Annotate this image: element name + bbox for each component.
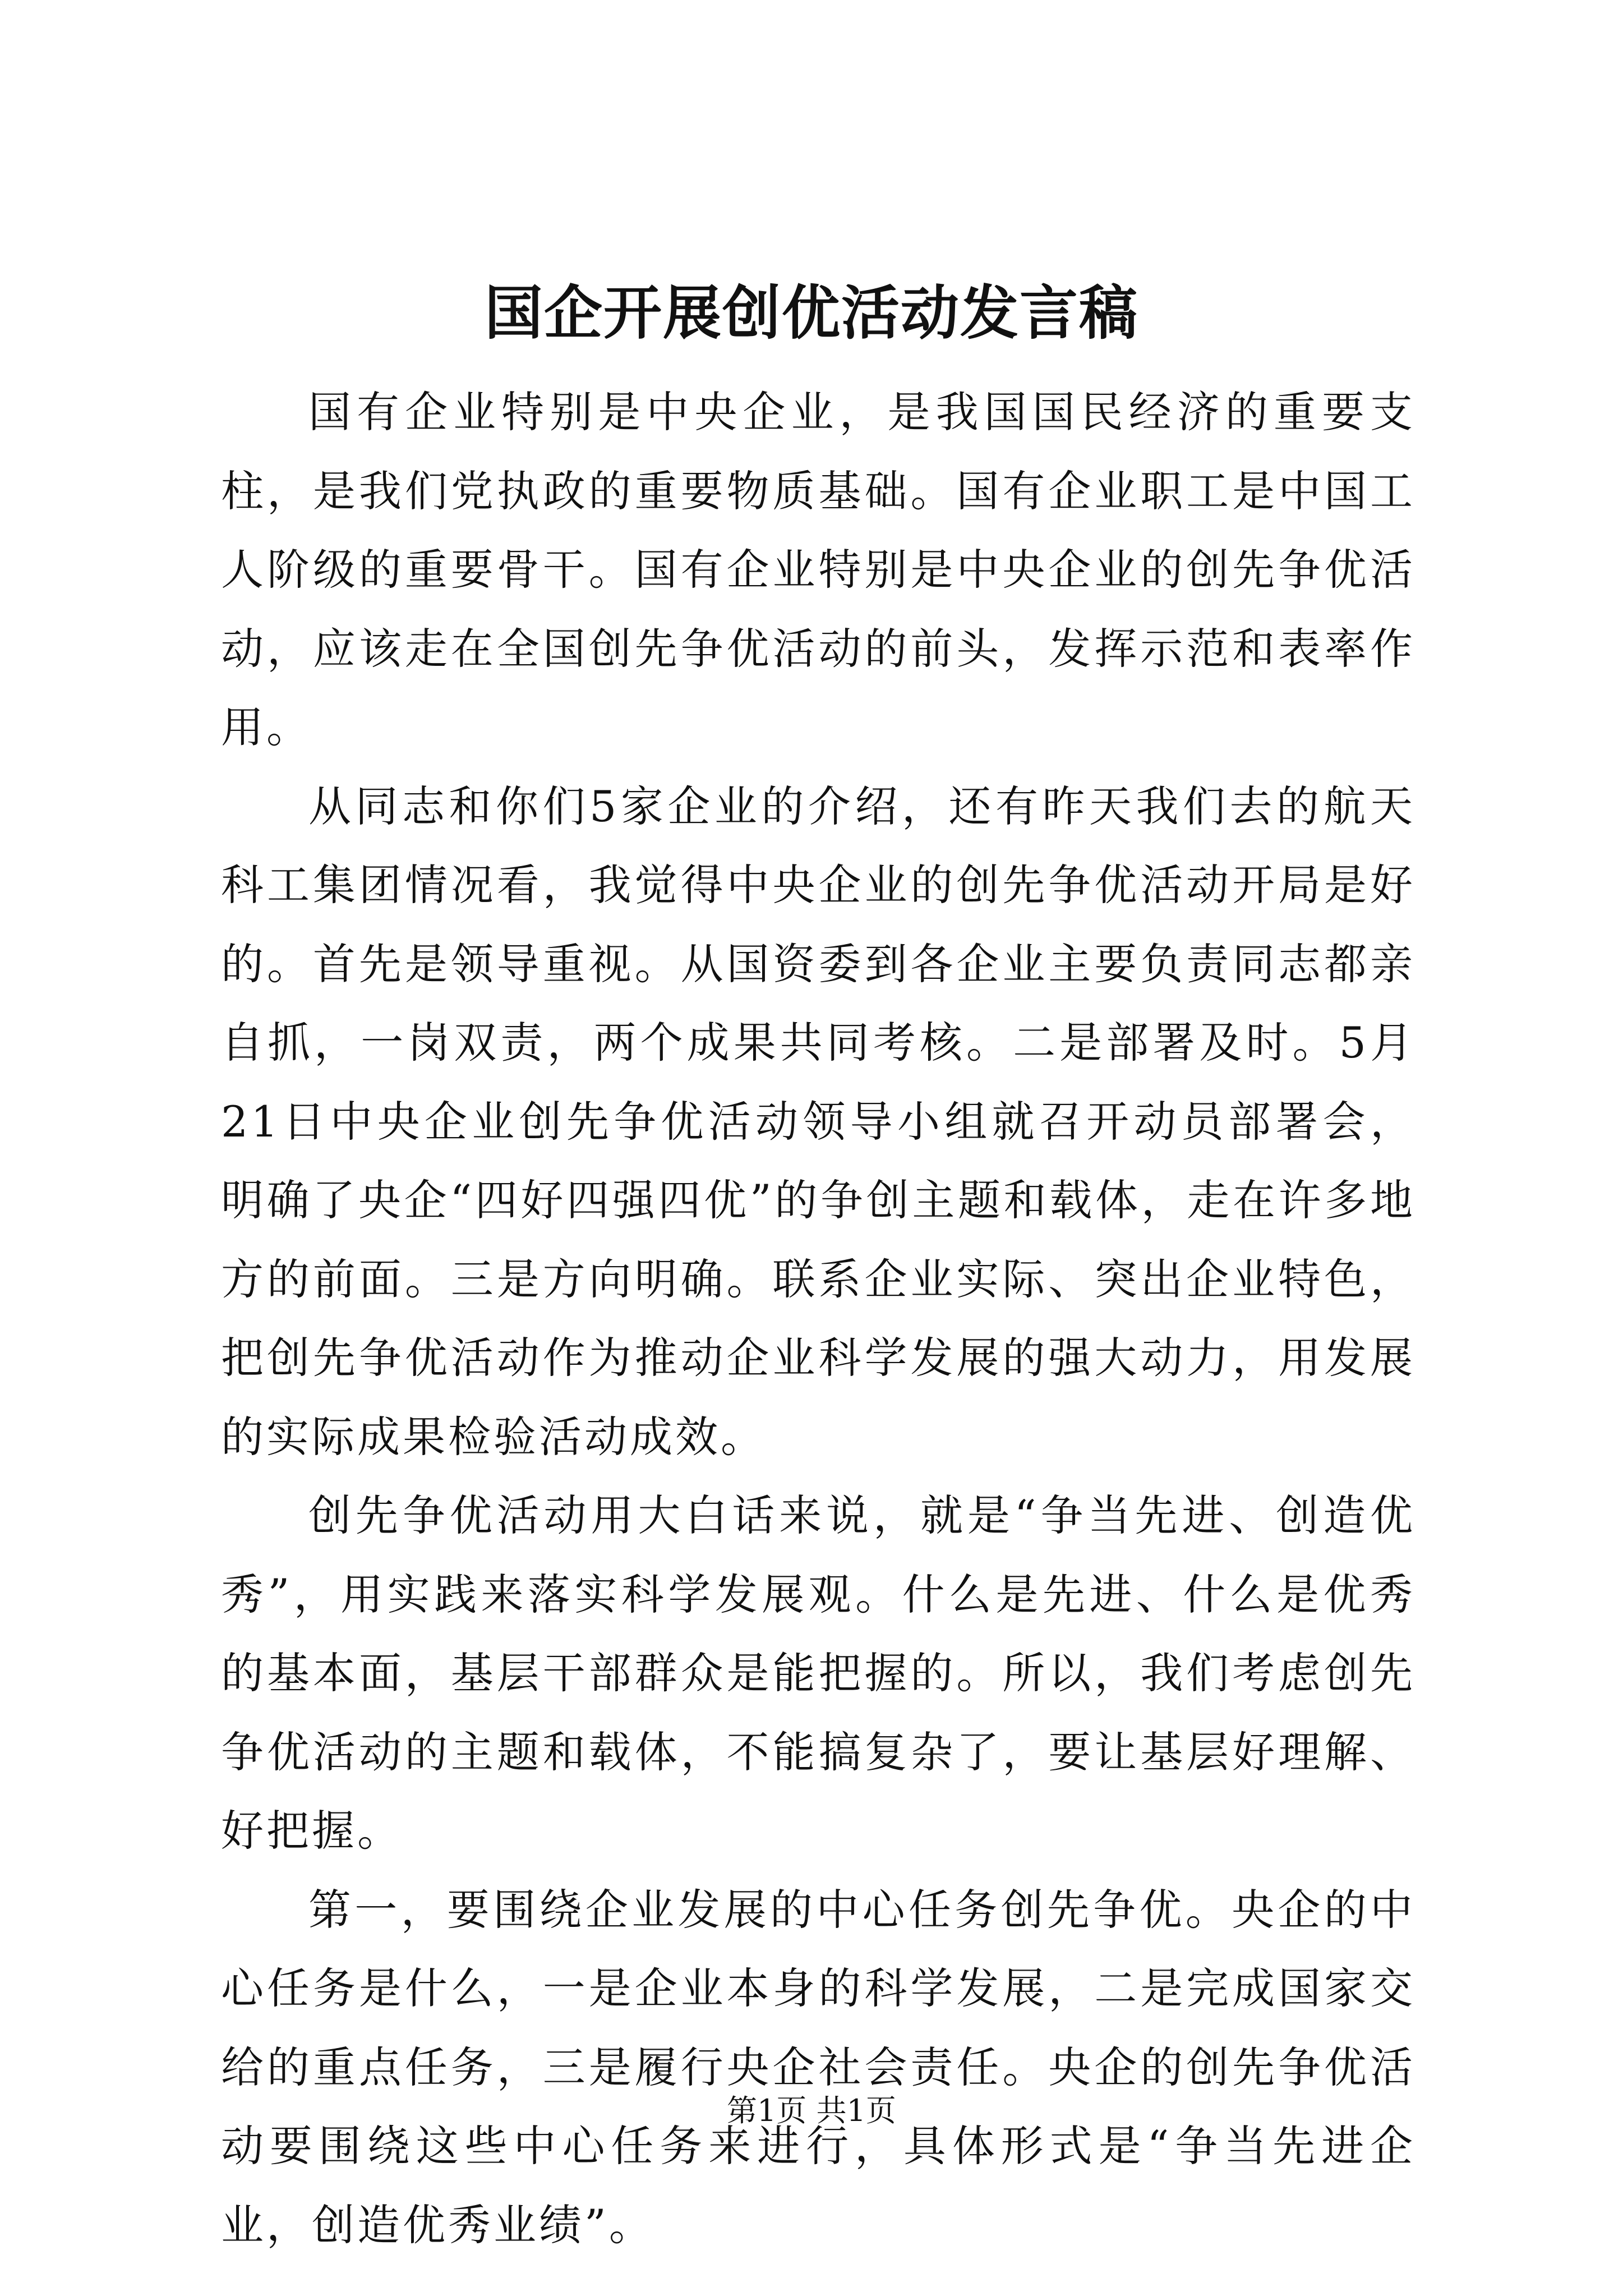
document-title: 国企开展创优活动发言稿 [484,278,1138,347]
paragraph-2: 从同志和你们5家企业的介绍，还有昨天我们去的航天科工集团情况看，我觉得中央企业的创先争优活动开局是好的。首先是领导重视。从国资委到各企业主要负责同志都亲自抓，一岗双责，两个成果共同考核。二是部署及时。5月21日中央企业创先争优活动领导小组就召开动员部署会，明确了央企“四好四强四优”的争创主题和载体，走在许多地方的前面。三是方向明确。联系企业实际、突出企业特色，把创先争优活动作为推动企业科学发展的强大动力，用发展的实际成果检验活动成效。 [221,781,1415,1462]
page-number-footer: 第1页 共1页 [727,2093,896,2128]
paragraph-3: 创先争优活动用大白话来说，就是“争当先进、创造优秀”，用实践来落实科学发展观。什么是先进、什么是优秀的基本面，基层干部群众是能把握的。所以，我们考虑创先争优活动的主题和载体，不能搞复杂了，要让基层好理解、好把握。 [221,1490,1415,1856]
paragraph-4: 第一，要围绕企业发展的中心任务创先争优。央企的中心任务是什么，一是企业本身的科学发展，二是完成国家交给的重点任务，三是履行央企社会责任。央企的创先争优活动要围绕这些中心任务来进行，具体形式是“争当先进企业，创造优秀业绩”。 [221,1884,1415,2250]
document-body [221,373,1415,2265]
paragraph-1: 国有企业特别是中央企业，是我国国民经济的重要支柱，是我们党执政的重要物质基础。国有企业职工是中国工人阶级的重要骨干。国有企业特别是中央企业的创先争优活动，应该走在全国创先争优活动的前头，发挥示范和表率作用。 [221,387,1415,752]
